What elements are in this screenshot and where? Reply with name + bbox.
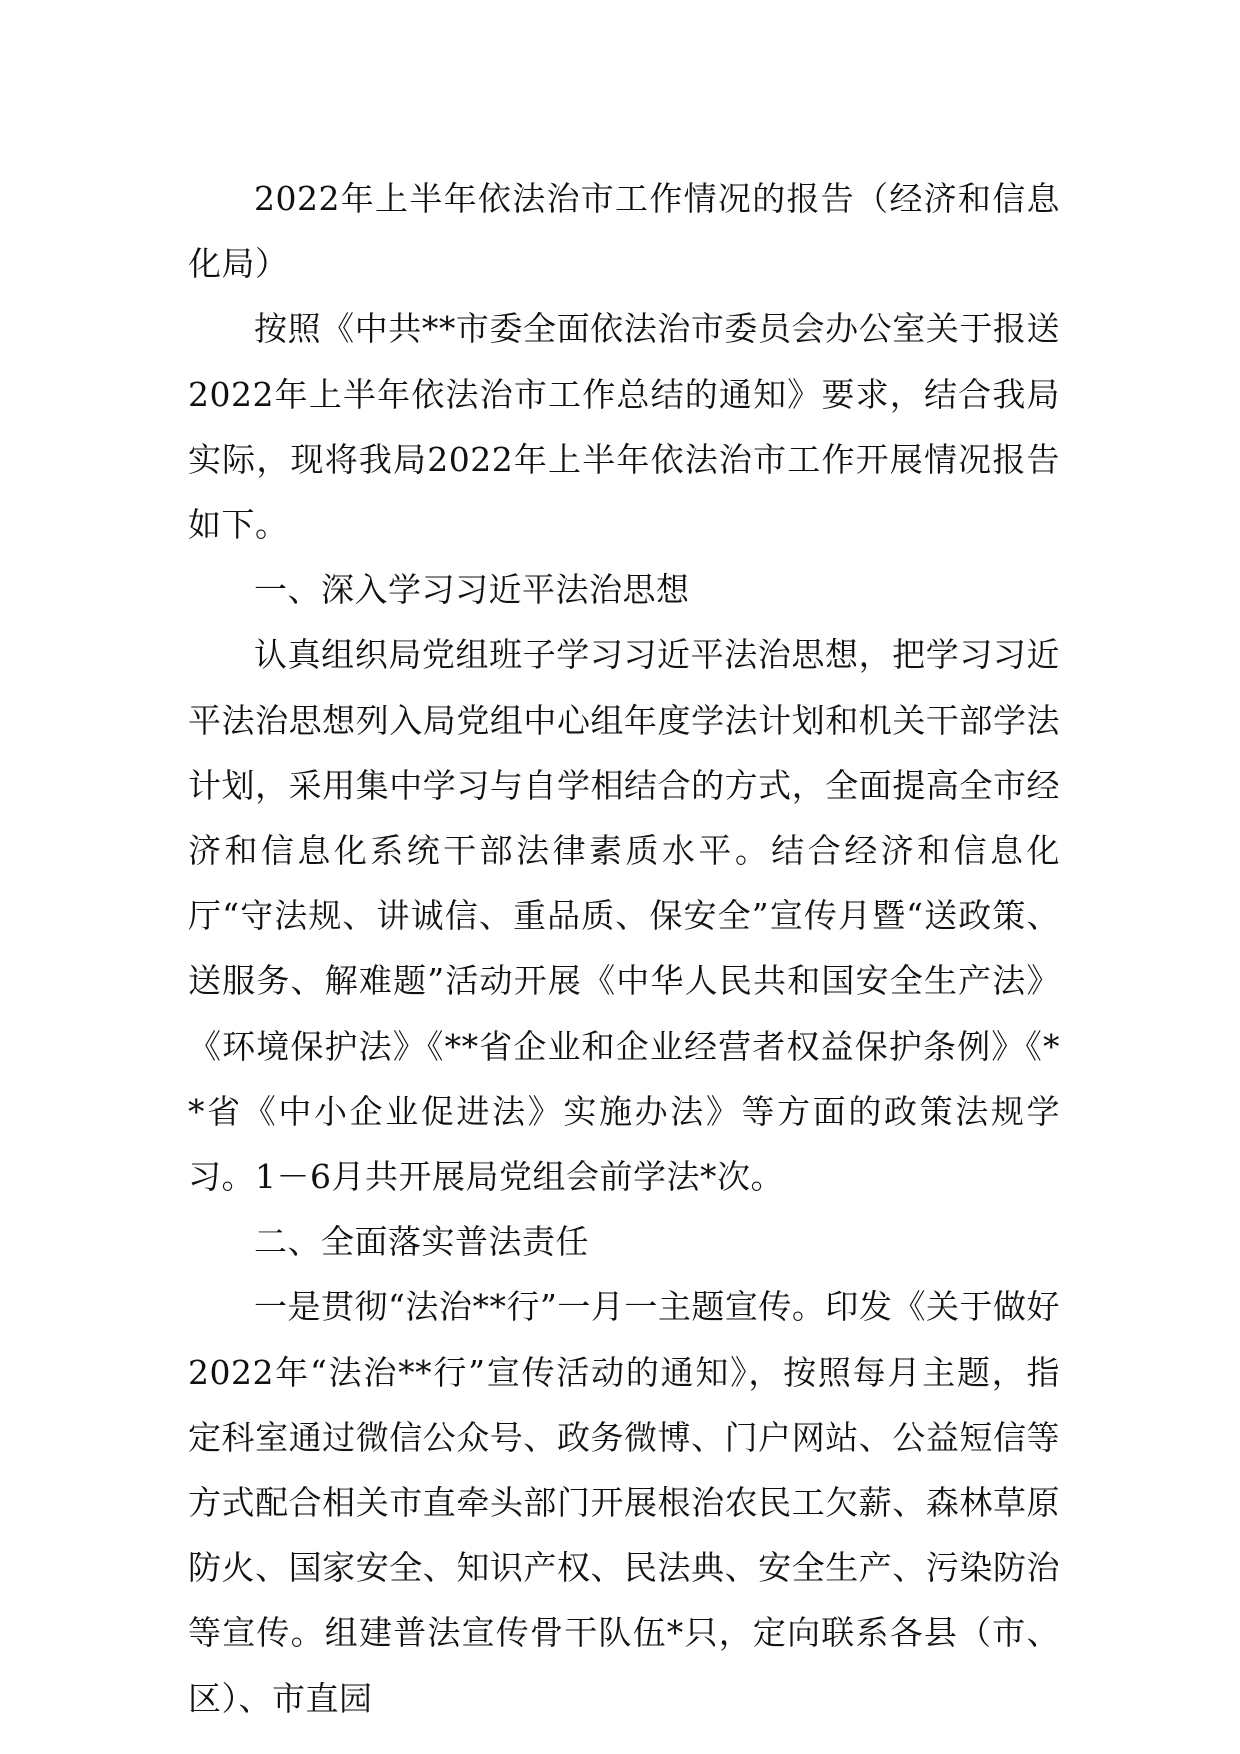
section-paragraph-2: 一是贯彻“法治**行”一月一主题宣传。印发《关于做好2022年“法治**行”宣传活动的通知》，按照每月主题，指定科室通过微信公众号、政务微博、门户网站、公益短信等方式配合相关市直牵头部门开展根治农民工欠薪、森林草原防火、国家安全、知识产权、民法典、安全生产、污染防治等宣传。组建普法宣传骨干队伍*只，定向联系各县（市、区）、市直园 <box>188 1287 1060 1718</box>
document-title: 2022年上半年依法治市工作情况的报告（经济和信息化局） <box>188 179 1060 284</box>
intro-paragraph: 按照《中共**市委全面依法治市委员会办公室关于报送2022年上半年依法治市工作总结的通知》要求，结合我局实际，现将我局2022年上半年依法治市工作开展情况报告如下。 <box>188 309 1060 545</box>
document-body <box>188 166 1060 1731</box>
section-heading-2: 二、全面落实普法责任 <box>254 1222 589 1262</box>
section-heading-1: 一、深入学习习近平法治思想 <box>254 570 690 610</box>
section-paragraph-1: 认真组织局党组班子学习习近平法治思想，把学习习近平法治思想列入局党组中心组年度学法计划和机关干部学法计划，采用集中学习与自学相结合的方式，全面提高全市经济和信息化系统干部法律素质水平。结合经济和信息化厅“守法规、讲诚信、重品质、保安全”宣传月暨“送政策、送服务、解难题”活动开展《中华人民共和国安全生产法》《环境保护法》《**省企业和企业经营者权益保护条例》《**省《中小企业促进法》实施办法》等方面的政策法规学习。1－6月共开展局党组会前学法*次。 <box>188 635 1060 1197</box>
